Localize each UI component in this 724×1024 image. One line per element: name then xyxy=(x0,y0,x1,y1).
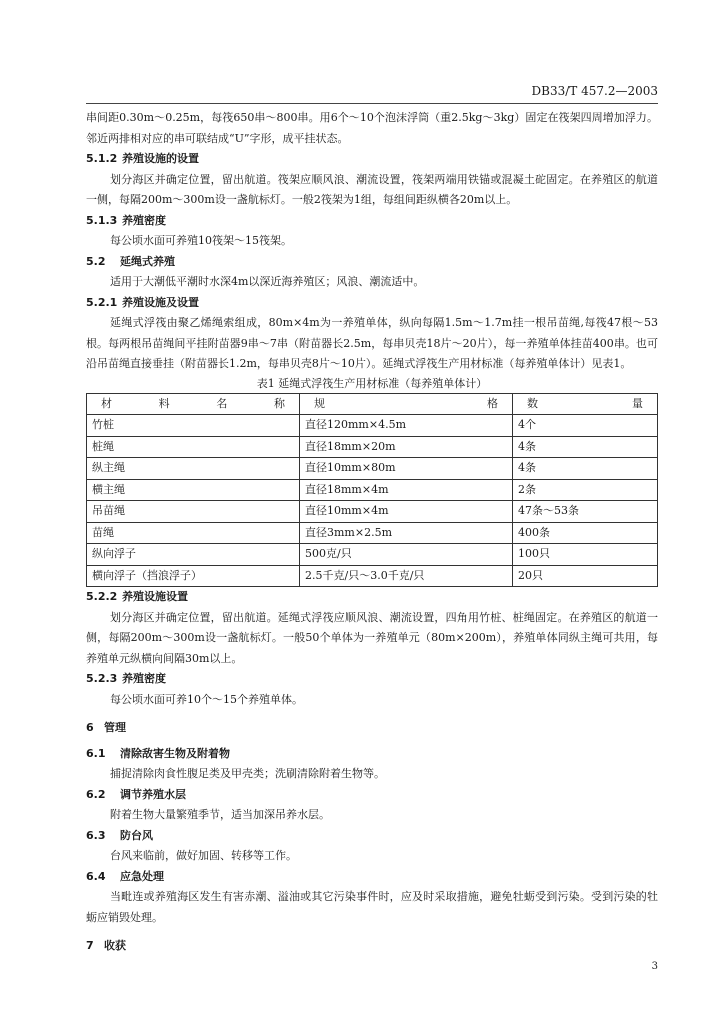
heading-6-4: 6.4 应急处理 xyxy=(86,869,164,883)
heading-5-2-3: 5.2.3 养殖密度 xyxy=(86,672,166,685)
section-5-1-3-text: 每公顷水面可养殖10筏架～15筏架。 xyxy=(110,234,292,247)
document-code: DB33/T 457.2—2003 xyxy=(531,84,658,98)
section-5-1-2-text: 划分海区并确定位置，留出航道。筏架应顺风浪、潮流设置，筏架两端用铁锚或混凝土砣固定。在养殖区的航道一侧，每隔200m～300m设一盏航标灯。一般2筏架为1组，每组间距纵横各20m以上。 xyxy=(86,172,658,206)
heading-7: 7 收获 xyxy=(86,939,126,952)
heading-6-3: 6.3 防台风 xyxy=(86,828,153,842)
table-row: 横主绳 直径18mm×4m 2条 xyxy=(87,479,658,501)
section-6-4-text: 当毗连或养殖海区发生有害赤潮、溢油或其它污染事件时，应及时采取措施，避免牡蛎受到污染。受到污染的牡蛎应销毁处理。 xyxy=(86,890,658,924)
heading-6: 6 管理 xyxy=(86,721,126,734)
header-quantity: 数量 xyxy=(513,393,658,415)
table-row: 桩绳 直径18mm×20m 4条 xyxy=(87,436,658,458)
heading-6-1: 6.1 清除敌害生物及附着物 xyxy=(86,746,230,760)
section-6-1-text: 捕捉清除肉食性腹足类及甲壳类；洗刷清除附着生物等。 xyxy=(110,767,385,780)
table-row: 吊苗绳 直径10mm×4m 47条～53条 xyxy=(87,501,658,523)
document-body xyxy=(86,108,658,962)
table-row: 横向浮子（挡浪浮子） 2.5千克/只～3.0千克/只 20只 xyxy=(87,565,658,587)
section-5-2-2-text: 划分海区并确定位置，留出航道。延绳式浮筏应顺风浪、潮流设置，四角用竹桩、桩绳固定。在养殖区的航道一侧，每隔200m～300m设一盏航标灯。一般50个单体为一养殖单元（80m×200m），养殖单体同纵主绳可共用，每养殖单元纵横向间隔30m以上。 xyxy=(86,610,658,665)
table-row: 纵向浮子 500克/只 100只 xyxy=(87,544,658,566)
table-1 xyxy=(86,393,658,588)
heading-5-2-1: 5.2.1 养殖设施及设置 xyxy=(86,295,199,309)
section-5-2-text: 适用于大潮低平潮时水深4m以深近海养殖区；风浪、潮流适中。 xyxy=(110,275,425,288)
heading-5-2: 5.2 延绳式养殖 xyxy=(86,254,175,268)
table-header-row xyxy=(87,393,658,415)
section-5-2-3-text: 每公顷水面可养10个～15个养殖单体。 xyxy=(110,692,303,706)
header-spec: 规格 xyxy=(300,393,513,415)
table-1-caption: 表1 延绳式浮筏生产用材标准（每养殖单体计） xyxy=(256,376,488,390)
page-number: 3 xyxy=(651,961,658,972)
heading-5-1-2: 5.1.2 养殖设施的设置 xyxy=(86,152,199,165)
table-row: 苗绳 直径3mm×2.5m 400条 xyxy=(87,522,658,544)
table-row: 竹桩 直径120mm×4.5m 4个 xyxy=(87,415,658,437)
header-rule xyxy=(86,103,658,104)
section-5-2-1-text: 延绳式浮筏由聚乙烯绳索组成，80m×4m为一养殖单体，纵向每隔1.5m～1.7m挂一根吊苗绳,每筏47根～53根。每两根吊苗绳间平挂附苗器9串～7串（附苗器长2.5m，每串贝壳18片～20片），每一养殖单体挂苗400串。也可沿吊苗绳直接垂挂（附苗器长1.2m，每串贝壳8片～10片）。延绳式浮筏生产用材标准（每养殖单体计）见表1。 xyxy=(86,316,658,370)
table-row: 纵主绳 直径10mm×80m 4条 xyxy=(87,458,658,480)
section-6-3-text: 台风来临前，做好加固、转移等工作。 xyxy=(110,849,297,862)
section-6-2-text: 附着生物大量繁殖季节，适当加深吊养水层。 xyxy=(110,808,330,821)
section-5-1-1-tail: 串间距0.30m～0.25m，每筏650串～800串。用6个～10个泡沫浮筒（重2.5kg～3kg）固定在筏架四周增加浮力。邻近两排相对应的串可联结成“U”字形，成平挂状态。 xyxy=(86,111,658,145)
header-material: 材料名称 xyxy=(87,393,300,415)
heading-6-2: 6.2 调节养殖水层 xyxy=(86,787,186,801)
heading-5-1-3: 5.1.3 养殖密度 xyxy=(86,213,166,227)
heading-5-2-2: 5.2.2 养殖设施设置 xyxy=(86,590,188,603)
